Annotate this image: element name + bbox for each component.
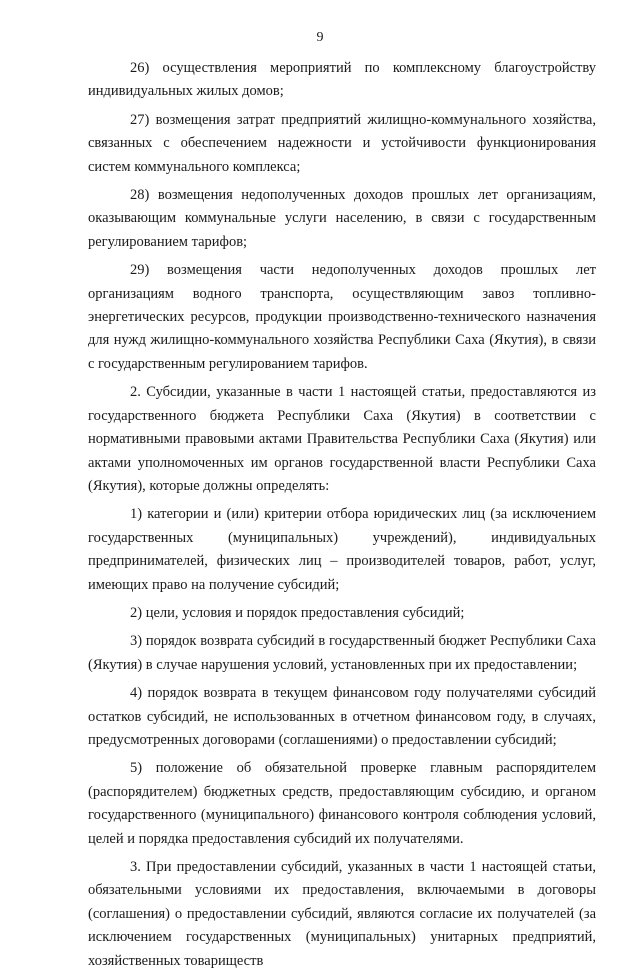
paragraph: 2. Субсидии, указанные в части 1 настоящей статьи, предоставляются из государственного бюджета Республики Саха (Якутия) в соответствии с нормативными правовыми актами Правительства Республики Саха (Якутия) или актами уполномоченных им органов государственной власти Республики Саха (Якутия), которые должны определять: — [88, 384, 596, 494]
document-body — [88, 57, 596, 978]
paragraph: 3) порядок возврата субсидий в государственный бюджет Республики Саха (Якутия) в случае нарушения условий, установленных при их предоставлении; — [88, 633, 596, 673]
paragraph: 2) цели, условия и порядок предоставления субсидий; — [130, 604, 465, 621]
paragraph: 1) категории и (или) критерии отбора юридических лиц (за исключением государственных (муниципальных) учреждений), индивидуальных предпринимателей, физических лиц – производителей товаров, работ, услуг, имеющих право на получение субсидий; — [88, 506, 596, 593]
paragraph: 28) возмещения недополученных доходов прошлых лет организациям, оказывающим коммунальные услуги населению, в связи с государственным регулированием тарифов; — [88, 187, 596, 250]
paragraph: 26) осуществления мероприятий по комплексному благоустройству индивидуальных жилых домов; — [88, 60, 596, 100]
paragraph: 3. При предоставлении субсидий, указанных в части 1 настоящей статьи, обязательными условиями их предоставления, включаемыми в договоры (соглашения) о предоставлении субсидий, являются согласие их получателей (за исключением государственных (муниципальных) унитарных предприятий, хозяйственных товариществ — [88, 859, 596, 969]
paragraph: 29) возмещения части недополученных доходов прошлых лет организациям водного транспорта, осуществляющим завоз топливно-энергетических ресурсов, продукции производственно-технического назначения для нужд жилищно-коммунального хозяйства Республики Саха (Якутия), в связи с государственным регулированием тарифов. — [88, 262, 596, 372]
paragraph: 27) возмещения затрат предприятий жилищно-коммунального хозяйства, связанных с обеспечением надежности и устойчивости функционирования систем коммунального комплекса; — [88, 111, 596, 175]
paragraph: 5) положение об обязательной проверке главным распорядителем (распорядителем) бюджетных средств, предоставляющим субсидию, и органом государственного (муниципального) финансового контроля соблюдения условий, целей и порядка предоставления субсидий их получателями. — [88, 760, 596, 847]
page-number: 9 — [316, 30, 324, 45]
paragraph: 4) порядок возврата в текущем финансовом году получателями субсидий остатков субсидий, не использованных в отчетном финансовом году, в случаях, предусмотренных договорами (соглашениями) о предоставлении субсидий; — [88, 685, 596, 748]
